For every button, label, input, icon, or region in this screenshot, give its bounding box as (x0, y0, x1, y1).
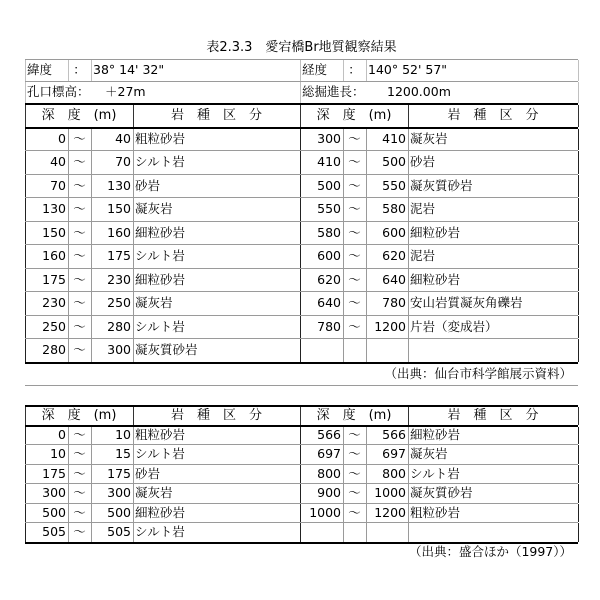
rock-type: 泥岩 (410, 248, 436, 263)
tilde: ～ (73, 224, 86, 240)
depth-to: 1000 (374, 485, 406, 500)
latitude-sep: ： (73, 62, 86, 78)
depth-to: 600 (382, 224, 406, 240)
grid-line (408, 339, 409, 362)
depth-from: 300 (42, 485, 66, 500)
grid-line (366, 339, 367, 362)
rock-type: 凝灰質砂岩 (410, 485, 473, 500)
depth-to: 300 (107, 342, 131, 357)
depth-to: 1200 (374, 504, 406, 520)
depth-from: 0 (58, 427, 66, 442)
rock-type: 粗粒砂岩 (135, 427, 186, 442)
table1-table-row (25, 127, 578, 151)
rock-type: 細粒砂岩 (410, 427, 461, 442)
rock-type: シルト岩 (135, 154, 185, 169)
grid-line (578, 465, 579, 484)
depth-from: 175 (42, 465, 66, 481)
table1-table-row (25, 221, 578, 245)
depth-from: 640 (317, 295, 341, 310)
tilde: ～ (73, 524, 86, 539)
longitude-value: 140° 52' 57" (368, 62, 448, 78)
rock-type: 細粒砂岩 (135, 271, 186, 287)
depth-from: 500 (317, 177, 341, 193)
tilde: ～ (348, 177, 361, 193)
tilde: ～ (348, 485, 361, 500)
depth-to: 250 (107, 295, 131, 310)
depth-to: 550 (382, 177, 406, 193)
tilde: ～ (348, 248, 361, 263)
grid-line (578, 445, 579, 464)
tilde: ～ (73, 248, 86, 263)
depth-to: 130 (107, 177, 131, 193)
rock-type: 凝灰岩 (410, 131, 448, 146)
rock-type: 安山岩質凝灰角礫岩 (410, 295, 523, 310)
depth-from: 0 (58, 131, 66, 146)
depth-from: 160 (42, 248, 66, 263)
rock-type: 凝灰岩 (410, 446, 448, 461)
grid-line (343, 523, 344, 542)
tilde: ～ (73, 318, 86, 334)
grid-line (578, 427, 579, 445)
depth-to: 300 (107, 485, 131, 500)
length-label: 総掘進長： (302, 84, 365, 100)
rock-type: 片岩（変成岩） (410, 318, 498, 334)
table2-table-row (25, 483, 578, 503)
longitude-sep: ： (348, 62, 361, 78)
depth-from: 250 (42, 318, 66, 334)
depth-from: 70 (50, 177, 66, 193)
tilde: ～ (348, 318, 361, 334)
depth-to: 780 (382, 295, 406, 310)
tilde: ～ (348, 271, 361, 287)
depth-from: 800 (317, 465, 341, 481)
depth-to: 566 (382, 427, 406, 442)
info-row-1 (25, 59, 578, 81)
depth-from: 600 (317, 248, 341, 263)
table1-table-row (25, 268, 578, 292)
rock-type: シルト岩 (410, 465, 460, 481)
length-value: 1200.00m (387, 84, 451, 100)
rock-type: 粗粒砂岩 (135, 131, 186, 146)
rock-type: シルト岩 (135, 524, 185, 539)
tilde: ～ (73, 201, 86, 216)
rock-type: 砂岩 (135, 177, 161, 193)
depth-from: 1000 (309, 504, 341, 520)
tilde: ～ (73, 131, 86, 146)
table2-header-rock-left: 岩 種 区 分 (170, 408, 262, 424)
tilde: ～ (73, 427, 86, 442)
depth-from: 620 (317, 271, 341, 287)
depth-from: 280 (42, 342, 66, 357)
depth-to: 697 (382, 446, 406, 461)
grid-line (300, 523, 301, 542)
grid-line (578, 129, 579, 151)
rock-type: シルト岩 (135, 248, 185, 263)
tilde: ～ (348, 295, 361, 310)
tilde: ～ (348, 427, 361, 442)
depth-to: 10 (115, 427, 131, 442)
depth-to: 640 (382, 271, 406, 287)
table1-table-row (25, 150, 578, 174)
table2-table-row (25, 444, 578, 464)
table1-table-row (25, 174, 578, 198)
depth-from: 150 (42, 224, 66, 240)
depth-from: 410 (317, 154, 341, 169)
table1-table-row (25, 291, 578, 315)
depth-from: 780 (317, 318, 341, 334)
tilde: ～ (348, 201, 361, 216)
tilde: ～ (348, 154, 361, 169)
depth-to: 15 (115, 446, 131, 461)
grid-line (343, 339, 344, 362)
elevation-value: ＋27m (105, 84, 146, 100)
grid-line (578, 105, 579, 127)
tilde: ～ (73, 177, 86, 193)
depth-from: 697 (317, 446, 341, 461)
rock-type: 凝灰質砂岩 (410, 177, 473, 193)
grid-line (578, 222, 579, 245)
grid-line (578, 269, 579, 292)
grid-line (578, 407, 579, 425)
depth-to: 280 (107, 318, 131, 334)
grid-line (578, 316, 579, 339)
rock-type: 粗粒砂岩 (410, 504, 461, 520)
info-row-2 (25, 81, 578, 103)
table1-header-rock-right: 岩 種 区 分 (447, 108, 539, 124)
tilde: ～ (73, 271, 86, 287)
rock-type: 凝灰岩 (135, 201, 173, 216)
table1-table-row (25, 315, 578, 339)
rock-type: 細粒砂岩 (410, 224, 461, 240)
table1-header-depth-left: 深 度 (m) (41, 108, 117, 124)
tilde: ～ (348, 131, 361, 146)
depth-to: 500 (107, 504, 131, 520)
depth-from: 130 (42, 201, 66, 216)
depth-to: 580 (382, 201, 406, 216)
elevation-label: 孔口標高： (27, 84, 90, 100)
table1-source-row (25, 362, 578, 386)
table2-source-row (25, 542, 578, 562)
depth-to: 150 (107, 201, 131, 216)
table1-source-note: （出典：仙台市科学館展示資料） (384, 366, 572, 381)
depth-to: 500 (382, 154, 406, 169)
rock-type: 凝灰岩 (135, 295, 173, 310)
depth-from: 230 (42, 295, 66, 310)
depth-to: 505 (107, 524, 131, 539)
depth-from: 550 (317, 201, 341, 216)
depth-from: 40 (50, 154, 66, 169)
tilde: ～ (73, 504, 86, 520)
title-row (25, 36, 578, 59)
depth-to: 70 (115, 154, 131, 169)
table1-header-rock-left: 岩 種 区 分 (170, 108, 262, 124)
tilde: ～ (73, 446, 86, 461)
grid-line (300, 339, 301, 362)
grid-line (578, 198, 579, 221)
tilde: ～ (73, 465, 86, 481)
spacer-row (25, 385, 578, 405)
depth-from: 175 (42, 271, 66, 287)
tilde: ～ (73, 485, 86, 500)
table2-table-row (25, 425, 578, 445)
rock-type: 砂岩 (410, 154, 436, 169)
table2-source-note: （出典：盛合ほか（1997）） (408, 544, 572, 559)
grid-line (408, 523, 409, 542)
table1-header-row (25, 103, 578, 127)
tilde: ～ (73, 342, 86, 357)
table1-table-row (25, 338, 578, 362)
depth-from: 300 (317, 131, 341, 146)
depth-to: 620 (382, 248, 406, 263)
latitude-value: 38° 14' 32" (93, 62, 165, 78)
table1-table-row (25, 197, 578, 221)
tilde: ～ (73, 154, 86, 169)
grid-line (578, 151, 579, 174)
grid-line (578, 484, 579, 503)
table2-table-row (25, 464, 578, 484)
depth-from: 900 (317, 485, 341, 500)
table2-header-depth-right: 深 度 (m) (316, 408, 392, 424)
depth-from: 500 (42, 504, 66, 520)
depth-from: 505 (42, 524, 66, 539)
rock-type: 砂岩 (135, 465, 161, 481)
grid-line (578, 339, 579, 362)
depth-to: 800 (382, 465, 406, 481)
rock-type: シルト岩 (135, 446, 185, 461)
rock-type: 凝灰質砂岩 (135, 342, 198, 357)
grid-line (578, 245, 579, 268)
depth-to: 175 (107, 465, 131, 481)
tilde: ～ (348, 224, 361, 240)
grid-line (578, 82, 579, 103)
grid-line (366, 523, 367, 542)
depth-to: 410 (382, 131, 406, 146)
depth-to: 1200 (374, 318, 406, 334)
table1-header-depth-right: 深 度 (m) (316, 108, 392, 124)
tilde: ～ (348, 504, 361, 520)
tilde: ～ (348, 446, 361, 461)
rock-type: 凝灰岩 (135, 485, 173, 500)
grid-line (578, 60, 579, 81)
page-title: 表2.3.3 愛宕橋Br地質観察結果 (206, 40, 397, 55)
rock-type: 細粒砂岩 (135, 504, 186, 520)
depth-from: 566 (317, 427, 341, 442)
depth-to: 160 (107, 224, 131, 240)
grid-line (578, 504, 579, 523)
tilde: ～ (73, 295, 86, 310)
table1-table-row (25, 244, 578, 268)
grid-line (578, 292, 579, 315)
rock-type: シルト岩 (135, 318, 185, 334)
tilde: ～ (348, 465, 361, 481)
geology-sheet (25, 36, 578, 561)
table2-header-rock-right: 岩 種 区 分 (447, 408, 539, 424)
rock-type: 泥岩 (410, 201, 436, 216)
table2-table-row (25, 503, 578, 523)
longitude-label: 経度 (302, 62, 328, 78)
table2-table-row (25, 522, 578, 542)
rock-type: 細粒砂岩 (410, 271, 461, 287)
depth-from: 580 (317, 224, 341, 240)
depth-to: 230 (107, 271, 131, 287)
grid-line (578, 523, 579, 542)
table2-header-row (25, 405, 578, 425)
depth-to: 175 (107, 248, 131, 263)
depth-to: 40 (115, 131, 131, 146)
latitude-label: 緯度 (27, 62, 53, 78)
depth-from: 10 (50, 446, 66, 461)
grid-line (578, 175, 579, 198)
table2-header-depth-left: 深 度 (m) (41, 408, 117, 424)
rock-type: 細粒砂岩 (135, 224, 186, 240)
